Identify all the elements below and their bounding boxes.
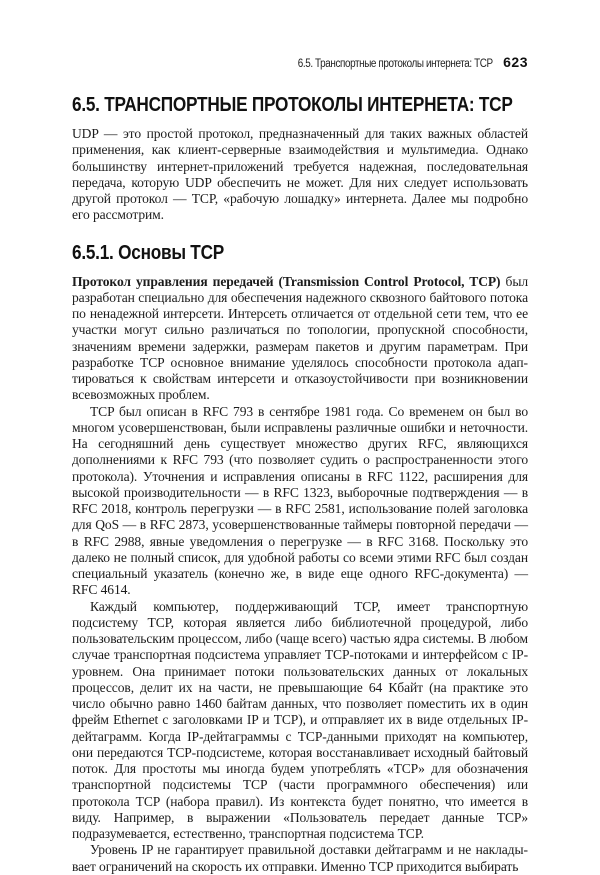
page-number: 623 [503, 54, 528, 70]
running-title: 6.5. Транспортные протоколы интернета: TCP [298, 58, 494, 70]
paragraph-tcp-definition [72, 274, 528, 404]
running-header [70, 54, 528, 70]
paragraph-transport-entity: Каждый компьютер, поддерживающий TCP, имеет транспортную подсистему TCP, которая является либо библиотечной процедурой, либо пользовательским процессом, либо (чаще всего) частью ядра системы. В любом случае транспортная подсистема управляет TCP-потоками и интерфейсом с IP-уровнем. Она принимает потоки пользовательских данных от локальных процессов, делит их на части, не превышающие 64 Кбайт (на практике это число обычно равно 1460 байтам данных, что позволяет поместить их в один фрейм Ethernet с заголовками IP и TCP), и отправляет их в виде отдельных IP-дейтаграмм. Когда IP-дейтаграммы с TCP-данными приходят на компьютер, они передаются TCP-подсистеме, которая восстанавливает исходный байтовый поток. Для простоты мы иногда будем употреблять «TCP» для обозначения транспортной подсистемы TCP (части программного обеспечения) или протокола TCP (набора правил). Из контекста будет понятно, что имеется в виду. Например, в выражении «Пользователь передает данные TCP» подразумевается, естественно, транспортная подсистема TCP. [72, 598, 528, 841]
paragraph-ip-layer: Уровень IP не гарантирует правильной доставки дейтаграмм и не накладывает ограничений на скорость их отправки. Именно TCP приходится выбирать [72, 842, 528, 874]
page-body [72, 92, 528, 875]
subsection-heading: 6.5.1. Основы TCP [72, 240, 225, 264]
paragraph-rfc-history: TCP был описан в RFC 793 в сентябре 1981 года. Со временем он был во многом усовершенствован, были исправлены различные ошибки и неточности. На сегодняшний день существует множество других RFC, являющихся дополнениями к RFC 793 (что позволяет судить о распространенности этого протокола). Уточнения и исправления описаны в RFC 1122, расширения для высокой производительности — в RFC 1323, выборочные подтверждения — в RFC 2018, контроль перегрузки — в RFC 2581, использование полей заголовка для QoS — в RFC 2873, усовершенствованные таймеры повторной передачи — в RFC 2988, явные уведомления о перегрузке — в RFC 3168. Поскольку это далеко не полный список, для удобной работы со всеми этими RFC был создан специальный указатель (конечно же, в виде еще одного RFC-документа) — RFC 4614. [72, 403, 528, 598]
section-heading: 6.5. ТРАНСПОРТНЫЕ ПРОТОКОЛЫ ИНТЕРНЕТА: TCP [72, 93, 513, 116]
definition-text: был разработан специально для обеспечения надежного сквозного байтового потока по ненадежной интерсети. Интерсеть отличается от отдельной сети тем, что ее участки могут сильно различаться по топологии, пропускной способности, значениям времени задержки, размерам пакетов и другим параметрам. При разработке TCP основное внимание уделялось способности протокола адаптироваться к свойствам интерсети и отказоустойчивости при возникновении всевозможных проблем. [72, 273, 528, 403]
section-intro-paragraph: UDP — это простой протокол, предназначенный для таких важных областей применения, как клиент-серверные взаимодействия и мультимедиа. Однако большинству интернет-приложений требуется надежная, последовательная передача, которую UDP обеспечить не может. Для них следует использовать другой протокол — TCP, «рабочую лошадку» интернета. Далее мы подробно его рассмотрим. [72, 126, 528, 223]
defined-term: Протокол управления передачей (Transmission Control Protocol, TCP) [72, 273, 501, 289]
